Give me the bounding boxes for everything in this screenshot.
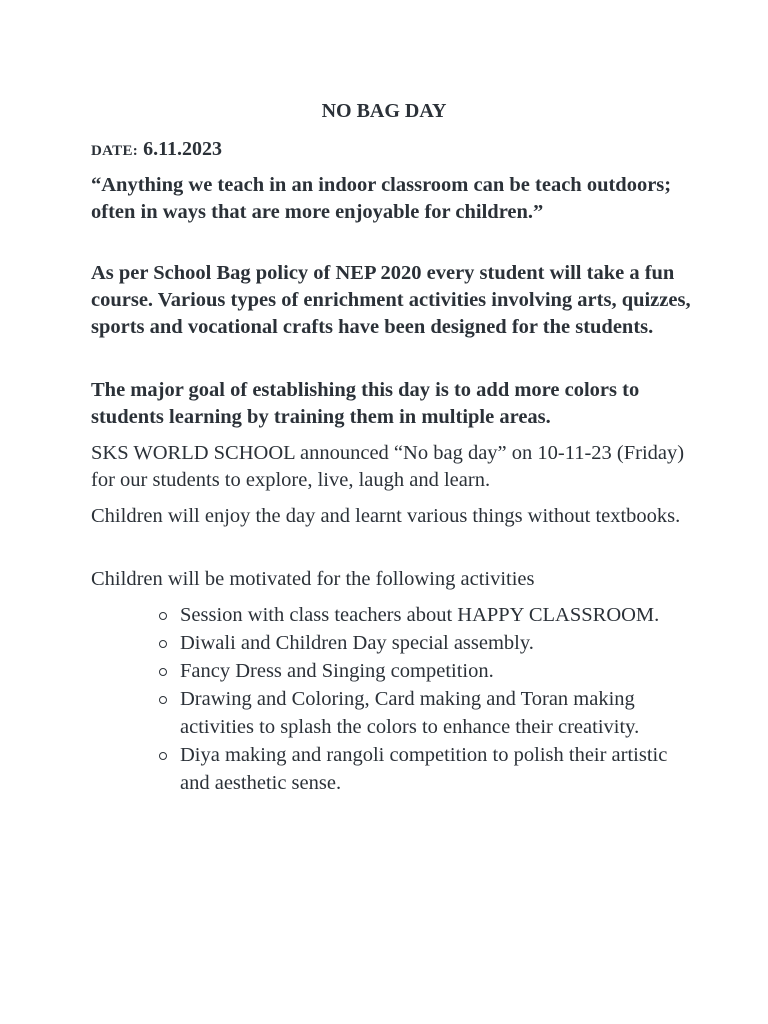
activity-text: Diya making and rangoli competition to polish their artistic and aesthetic sense. — [180, 744, 668, 794]
hollow-circle-bullet-icon — [159, 696, 167, 704]
list-item — [180, 629, 680, 657]
list-item — [180, 657, 680, 685]
goal-paragraph: The major goal of establishing this day is to add more colors to students learning by training them in multiple areas. — [91, 379, 640, 428]
list-item — [180, 601, 680, 629]
enjoy-paragraph: Children will enjoy the day and learnt various things without textbooks. — [91, 505, 681, 527]
hollow-circle-bullet-icon — [159, 640, 167, 648]
announcement-paragraph: SKS WORLD SCHOOL announced “No bag day” on 10-11-23 (Friday) for our students to explore, live, laugh and learn. — [91, 442, 685, 491]
hollow-circle-bullet-icon — [159, 612, 167, 620]
activity-text: Diwali and Children Day special assembly. — [180, 632, 534, 654]
list-item — [180, 685, 680, 741]
policy-paragraph: As per School Bag policy of NEP 2020 every student will take a fun course. Various types of enrichment activities involving arts, quizzes, sports and vocational crafts have been designed for the students. — [91, 262, 691, 338]
list-item — [180, 741, 680, 797]
hollow-circle-bullet-icon — [159, 668, 167, 676]
document-title: NO BAG DAY — [321, 100, 447, 122]
activity-text: Session with class teachers about HAPPY CLASSROOM. — [180, 604, 660, 626]
activities-list — [180, 601, 680, 797]
activity-text: Drawing and Coloring, Card making and Toran making activities to splash the colors to enhance their creativity. — [180, 688, 640, 738]
date-label: DATE: — [91, 143, 139, 159]
date-line — [91, 136, 222, 164]
date-value: 6.11.2023 — [138, 138, 222, 160]
activity-text: Fancy Dress and Singing competition. — [180, 660, 494, 682]
hollow-circle-bullet-icon — [159, 752, 167, 760]
motivated-paragraph: Children will be motivated for the following activities — [91, 568, 535, 590]
quote-paragraph: “Anything we teach in an indoor classroom can be teach outdoors; often in ways that are more enjoyable for children.” — [91, 174, 672, 223]
